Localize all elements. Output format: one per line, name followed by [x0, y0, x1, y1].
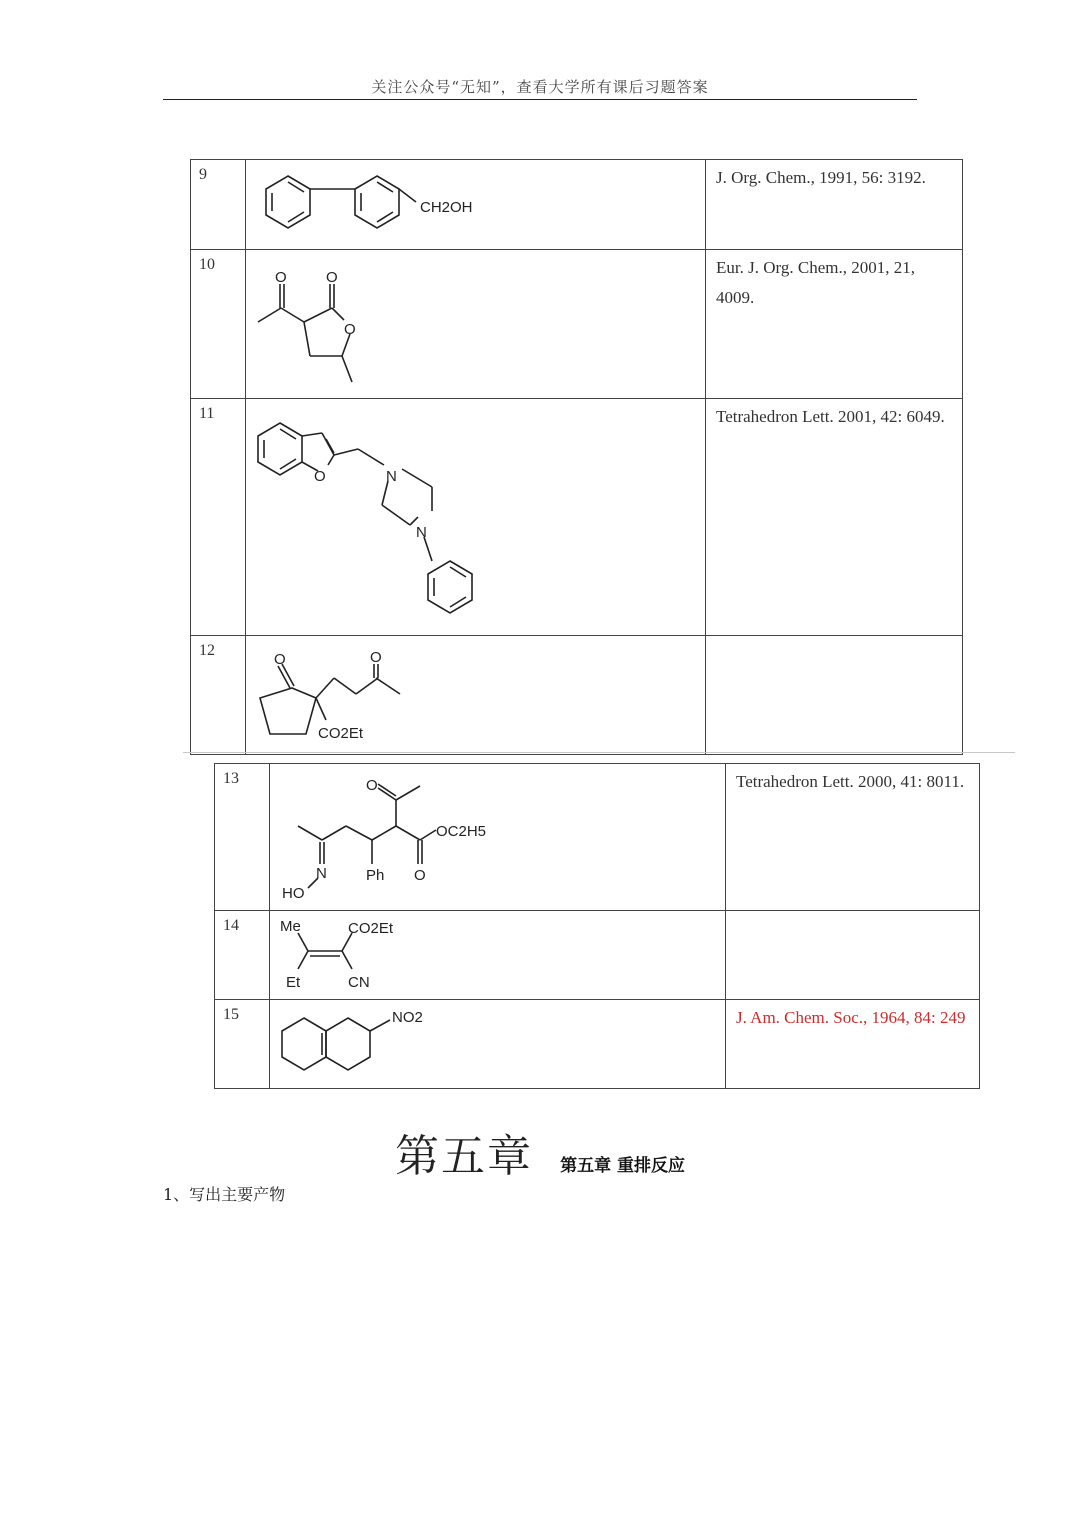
- structure-oxime-ester: [270, 764, 725, 910]
- structure-acetyl-lactone: [246, 250, 705, 398]
- row-number: 11: [191, 399, 246, 636]
- oxygen-label: O: [274, 651, 286, 668]
- page-header: 关注公众号“无知”，查看大学所有课后习题答案: [371, 78, 709, 96]
- reference-cell: Eur. J. Org. Chem., 2001, 21, 4009.: [706, 250, 963, 399]
- structure-cyanoacrylate: [270, 911, 725, 999]
- row-number: 9: [191, 160, 246, 250]
- chapter-title-large: 第五章: [394, 1131, 533, 1182]
- row-number: 12: [191, 636, 246, 755]
- structure-cell: [270, 1000, 726, 1089]
- structure-cell: [246, 636, 706, 755]
- question-text: 1、写出主要产物: [163, 1185, 286, 1204]
- reference-cell: [726, 911, 980, 1000]
- nitrogen-label: N: [316, 865, 327, 882]
- oxygen-label: O: [326, 269, 338, 286]
- reference-cell: [706, 636, 963, 755]
- structure-cell: [270, 764, 726, 911]
- phenyl-label: Ph: [366, 867, 385, 884]
- reaction-table-2: [214, 763, 980, 1089]
- structure-cyclopentanone-ester: [246, 636, 705, 754]
- structure-nitro-octalin: [270, 1000, 725, 1088]
- structure-benzofuran-piperazine: [246, 399, 705, 635]
- row-number: 14: [215, 911, 270, 1000]
- structure-cell: [246, 399, 706, 636]
- row-number: 13: [215, 764, 270, 911]
- oxygen-label: O: [344, 321, 356, 338]
- reference-cell: Tetrahedron Lett. 2000, 41: 8011.: [726, 764, 980, 911]
- ethyl-label: Et: [286, 974, 301, 991]
- ester-label: OC2H5: [436, 823, 487, 840]
- reference-cell: Tetrahedron Lett. 2001, 42: 6049.: [706, 399, 963, 636]
- chapter-heading: [0, 1120, 1080, 1184]
- methyl-label: Me: [280, 918, 301, 935]
- oxygen-label: O: [314, 468, 326, 485]
- oxygen-label: O: [414, 867, 426, 884]
- oxygen-label: O: [366, 777, 378, 794]
- structure-biphenyl-methanol: [246, 160, 705, 249]
- row-number: 10: [191, 250, 246, 399]
- reference-cell: J. Org. Chem., 1991, 56: 3192.: [706, 160, 963, 250]
- table-row: [191, 636, 963, 755]
- ester-label: CO2Et: [348, 920, 394, 937]
- nitro-label: NO2: [392, 1009, 423, 1026]
- reference-cell: J. Am. Chem. Soc., 1964, 84: 249: [726, 1000, 980, 1089]
- oxygen-label: O: [370, 649, 382, 666]
- oxygen-label: O: [275, 269, 287, 286]
- chapter-title-small: 第五章 重排反应: [560, 1156, 685, 1176]
- table-row: [191, 399, 963, 636]
- nitrogen-label: N: [416, 524, 427, 541]
- structure-cell: [270, 911, 726, 1000]
- ester-label: CO2Et: [318, 725, 364, 742]
- table-row: [215, 911, 980, 1000]
- row-number: 15: [215, 1000, 270, 1089]
- table-row: [191, 160, 963, 250]
- cyano-label: CN: [348, 974, 370, 991]
- table-row: [191, 250, 963, 399]
- page-divider: [183, 752, 1015, 753]
- table-row: [215, 1000, 980, 1089]
- hydroxyl-label: HO: [282, 885, 305, 902]
- table-row: [215, 764, 980, 911]
- nitrogen-label: N: [386, 468, 397, 485]
- reaction-table-1: [190, 159, 963, 755]
- structure-cell: [246, 250, 706, 399]
- structure-cell: [246, 160, 706, 250]
- substituent-label: CH2OH: [420, 199, 473, 216]
- header-rule: [163, 99, 917, 100]
